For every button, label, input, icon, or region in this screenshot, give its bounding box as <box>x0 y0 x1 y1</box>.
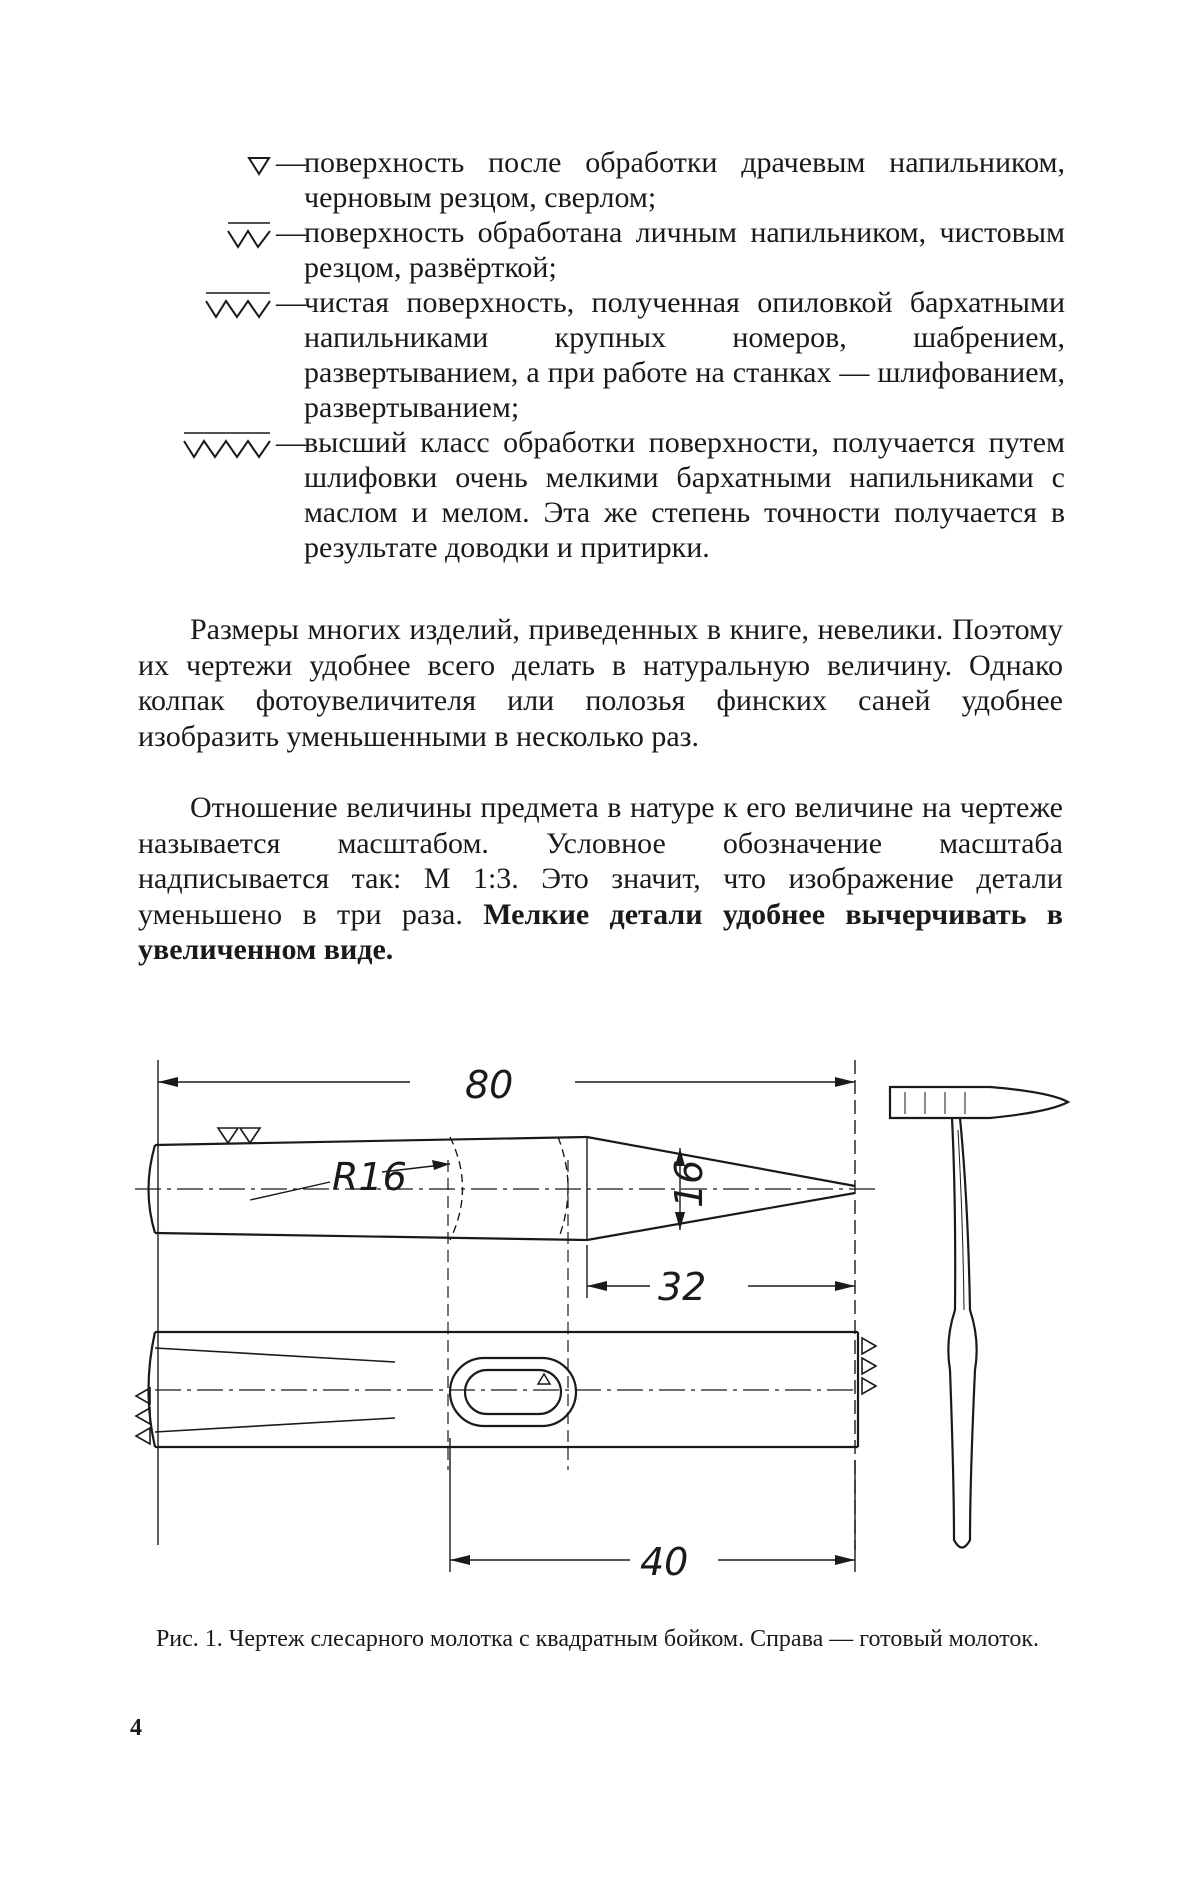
four-triangles-icon <box>130 425 276 461</box>
legend-text: поверхность после обработки драчевым напильником, черновым резцом, сверлом; <box>304 146 1065 214</box>
paragraph-drawing-size: Размеры многих изделий, приведенных в книге, невелики. Поэтому их чертежи удобнее всего делать в натуральную величину. Однако колпак фотоувеличителя или полозья финских саней удобнее изобразить уменьшенными в несколько раз. <box>138 613 1063 753</box>
legend-text: высший класс обработки поверхности, получается путем шлифовки очень мелкими бархатными напильниками с маслом и мелом. Эта же степень точности получается в результате доводки и притирки. <box>304 426 1065 564</box>
two-triangles-icon <box>130 215 276 251</box>
figure-caption: Рис. 1. Чертеж слесарного молотка с квадратным бойком. Справа — готовый молоток. <box>155 1626 1040 1652</box>
legend-row <box>130 425 1065 565</box>
legend-text: чистая поверхность, полученная опиловкой бархатными напильниками крупных номеров, шабрением, развертыванием, а при работе на станках — шлифованием, развертыванием; <box>304 286 1065 424</box>
dim-taper: 32 <box>658 1265 707 1309</box>
dim-width: 16 <box>667 1159 711 1208</box>
legend-row <box>130 285 1065 425</box>
dim-length: 80 <box>465 1063 514 1107</box>
page-number: 4 <box>130 1715 142 1741</box>
dim-radius: R16 <box>332 1155 407 1199</box>
legend-row <box>130 215 1065 285</box>
dim-slot: 40 <box>640 1540 689 1584</box>
paragraph-scale <box>138 790 1063 968</box>
legend-text: поверхность обработана личным напильником, чистовым резцом, развёрткой; <box>304 216 1065 284</box>
paragraph-scale-bold: Мелкие детали удобнее вычерчивать в увеличенном виде. <box>138 897 1063 966</box>
legend-row <box>130 145 1065 215</box>
hammer-drawing-figure <box>120 1040 1080 1600</box>
three-triangles-icon <box>130 285 276 321</box>
legend-dash: — <box>276 146 306 179</box>
legend-dash: — <box>276 426 306 459</box>
one-triangle-icon <box>130 145 276 180</box>
legend-dash: — <box>276 286 306 319</box>
legend-dash: — <box>276 216 306 249</box>
surface-finish-legend <box>130 145 1065 565</box>
paragraph-scale-text: Отношение величины предмета в натуре к его величине на чертеже называется масштабом. Условное обозначение масштаба надписывается так: М 1:3. Это значит, что изображение детали уменьшено в три раза. <box>138 791 1063 931</box>
